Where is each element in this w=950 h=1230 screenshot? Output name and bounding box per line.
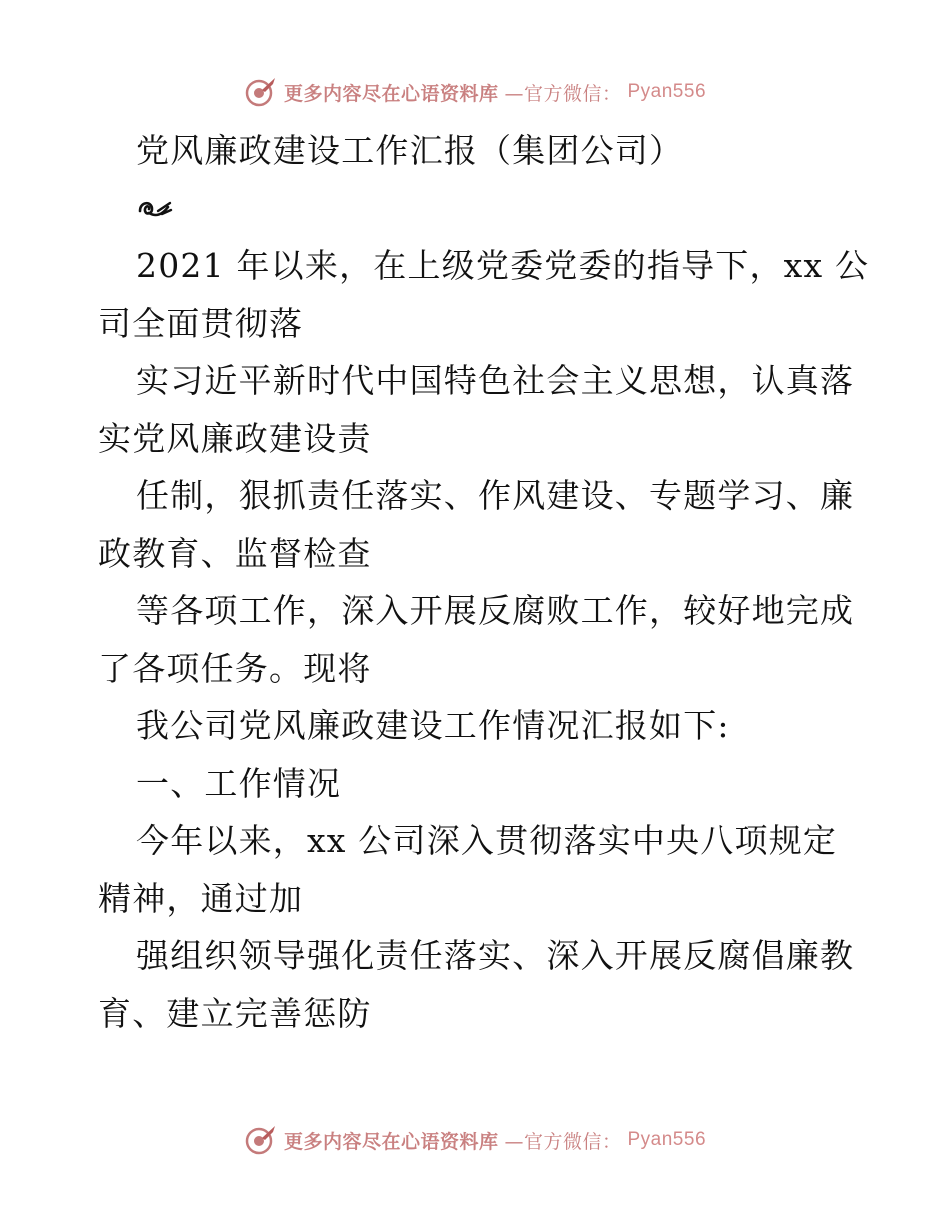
section-heading: 一、工作情况 [136, 763, 342, 803]
quill-seal-icon [244, 75, 278, 109]
paragraph-line: 精神，通过加 [98, 878, 304, 918]
paragraph-line: 司全面贯彻落 [98, 303, 304, 343]
paragraph-line: 任制，狠抓责任落实、作风建设、专题学习、廉 [136, 476, 855, 515]
paragraph-line: 等各项工作，深入开展反腐败工作，较好地完成 [136, 591, 855, 630]
watermark-separator: —官方微信： [504, 82, 622, 105]
footer-watermark [0, 1120, 950, 1160]
watermark-wechat-id: Pyan556 [627, 1129, 707, 1150]
paragraph-line: 实习近平新时代中国特色社会主义思想，认真落 [136, 361, 855, 400]
quill-seal-icon [244, 1123, 278, 1157]
paragraph-line: 2021 年以来，在上级党委党委的指导下，xx 公 [136, 246, 870, 285]
paragraph-line: 我公司党风廉政建设工作情况汇报如下: [136, 706, 730, 745]
paragraph-line: 实党风廉政建设责 [98, 418, 372, 458]
document-body [98, 122, 870, 1042]
watermark-wechat-id: Pyan556 [627, 81, 707, 102]
header-watermark [0, 72, 950, 112]
curl-ornament-icon [136, 193, 174, 223]
paragraph-line: 政教育、监督检查 [98, 533, 372, 573]
watermark-main-text: 更多内容尽在心语资料库 [283, 1130, 499, 1153]
paragraph-line: 育、建立完善惩防 [98, 993, 372, 1033]
ornament-row [98, 180, 858, 238]
document-title: 党风廉政建设工作汇报（集团公司） [136, 131, 684, 170]
paragraph-line: 今年以来，xx 公司深入贯彻落实中央八项规定 [136, 821, 838, 860]
paragraph-line: 了各项任务。现将 [98, 648, 372, 688]
watermark-main-text: 更多内容尽在心语资料库 [283, 82, 499, 105]
watermark-separator: —官方微信： [504, 1130, 622, 1153]
paragraph-line: 强组织领导强化责任落实、深入开展反腐倡廉教 [136, 936, 855, 975]
